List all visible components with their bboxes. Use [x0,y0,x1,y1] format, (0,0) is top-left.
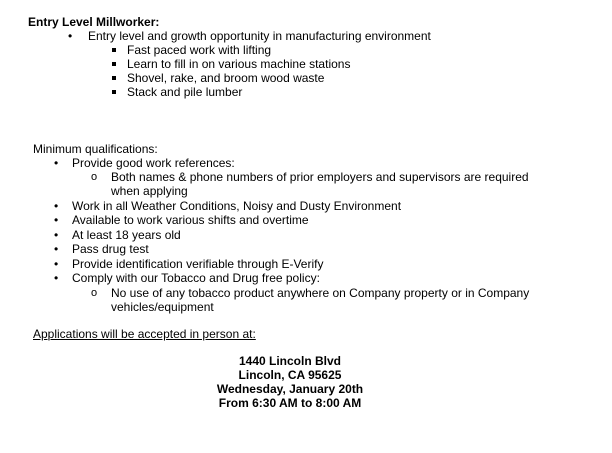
square-bullet-icon [112,76,116,80]
tobacco-sub-line1: No use of any tobacco product anywhere on Company property or in Company [111,286,530,300]
bullet-dot-icon: • [54,199,59,213]
address-street: 1440 Lincoln Blvd [238,354,342,368]
intro-bullet-text: Entry level and growth opportunity in manufacturing environment [88,29,431,43]
square-bullet-icon [112,48,116,52]
qualification-item: Comply with our Tobacco and Drug free policy: [72,271,320,285]
duty-item: Shovel, rake, and broom wood waste [127,71,325,85]
qualification-item: Work in all Weather Conditions, Noisy and Dusty Environment [72,199,402,213]
bullet-dot-icon: • [54,228,59,242]
circle-bullet-icon: o [91,171,98,183]
circle-bullet-icon: o [91,287,98,299]
qualification-item: Provide identification verifiable through E-Verify [72,257,324,271]
bullet-dot-icon: • [54,271,59,285]
bullet-dot-icon: • [68,29,73,43]
bullet-dot-icon: • [54,242,59,256]
qualification-item: At least 18 years old [72,228,181,242]
qualifications-heading: Minimum qualifications: [33,142,158,156]
qualification-item: Pass drug test [72,242,149,256]
qualification-item: Available to work various shifts and overtime [72,213,309,227]
application-date: Wednesday, January 20th [216,382,364,396]
address-city: Lincoln, CA 95625 [238,368,342,382]
section-title: Entry Level Millworker: [28,15,160,29]
duty-item: Fast paced work with lifting [127,43,272,57]
references-sub-line2: when applying [111,184,188,198]
bullet-dot-icon: • [54,213,59,227]
tobacco-sub-line2: vehicles/equipment [111,300,214,314]
application-time: From 6:30 AM to 8:00 AM [218,396,362,410]
applications-heading: Applications will be accepted in person at: [33,327,256,341]
duty-item: Learn to fill in on various machine stations [127,57,351,71]
qualification-item: Provide good work references: [72,156,235,170]
references-sub-line1: Both names & phone numbers of prior employers and supervisors are required [111,170,529,184]
square-bullet-icon [112,62,116,66]
square-bullet-icon [112,90,116,94]
bullet-dot-icon: • [54,257,59,271]
duty-item: Stack and pile lumber [127,85,243,99]
bullet-dot-icon: • [54,156,59,170]
